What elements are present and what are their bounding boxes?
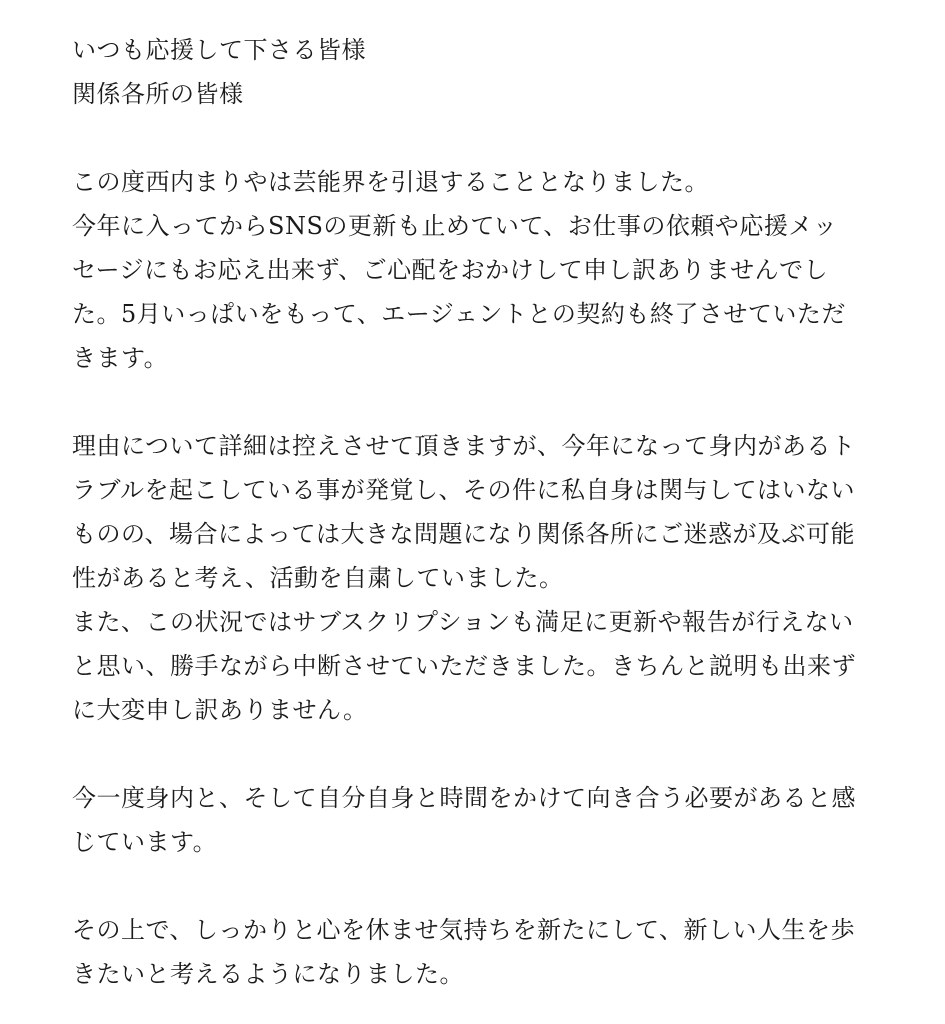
text-line: 性があると考え、活動を自粛していました。 [72,564,564,592]
text-line: じています。 [72,828,218,856]
text-line: この度西内まりやは芸能界を引退することとなりました。 [72,168,709,196]
text-line: その上で、しっかりと心を休ませ気持ちを新たにして、新しい人生を歩 [72,916,856,944]
paragraph-gap [72,732,862,776]
paragraph-gap [72,116,862,160]
paragraph-reflection [72,776,862,864]
text-line: また、この状況ではサブスクリプションも満足に更新や報告が行えない [72,608,854,636]
text-line: に大変申し訳ありません。 [72,696,368,724]
text-line: 理由について詳細は控えさせて頂きますが、今年になって身内があるト [72,432,856,460]
text-line: た。5月いっぱいをもって、エージェントとの契約も終了させていただ [72,300,846,328]
paragraph-gap [72,380,862,424]
greeting-block [72,28,862,116]
text-line: 今年に入ってからSNSの更新も止めていて、お仕事の依頼や応援メッ [72,212,838,240]
text-line: ラブルを起こしている事が発覚し、その件に私自身は関与してはいない [72,476,856,504]
paragraph-retirement [72,160,862,380]
text-line: セージにもお応え出来ず、ご心配をおかけして申し訳ありませんでし [72,256,829,284]
paragraph-future [72,908,862,996]
paragraph-gap [72,864,862,908]
text-line: きたいと考えるようになりました。 [72,960,464,988]
greeting-line: いつも応援して下さる皆様 [72,36,366,64]
text-line: 今一度身内と、そして自分自身と時間をかけて向き合う必要があると感 [72,784,856,812]
text-line: と思い、勝手ながら中断させていただきました。きちんと説明も出来ず [72,652,856,680]
text-line: きます。 [72,344,169,372]
text-line: ものの、場合によっては大きな問題になり関係各所にご迷惑が及ぶ可能 [72,520,856,548]
paragraph-reason [72,424,862,732]
greeting-line: 関係各所の皆様 [72,80,244,108]
statement-document [72,28,862,996]
